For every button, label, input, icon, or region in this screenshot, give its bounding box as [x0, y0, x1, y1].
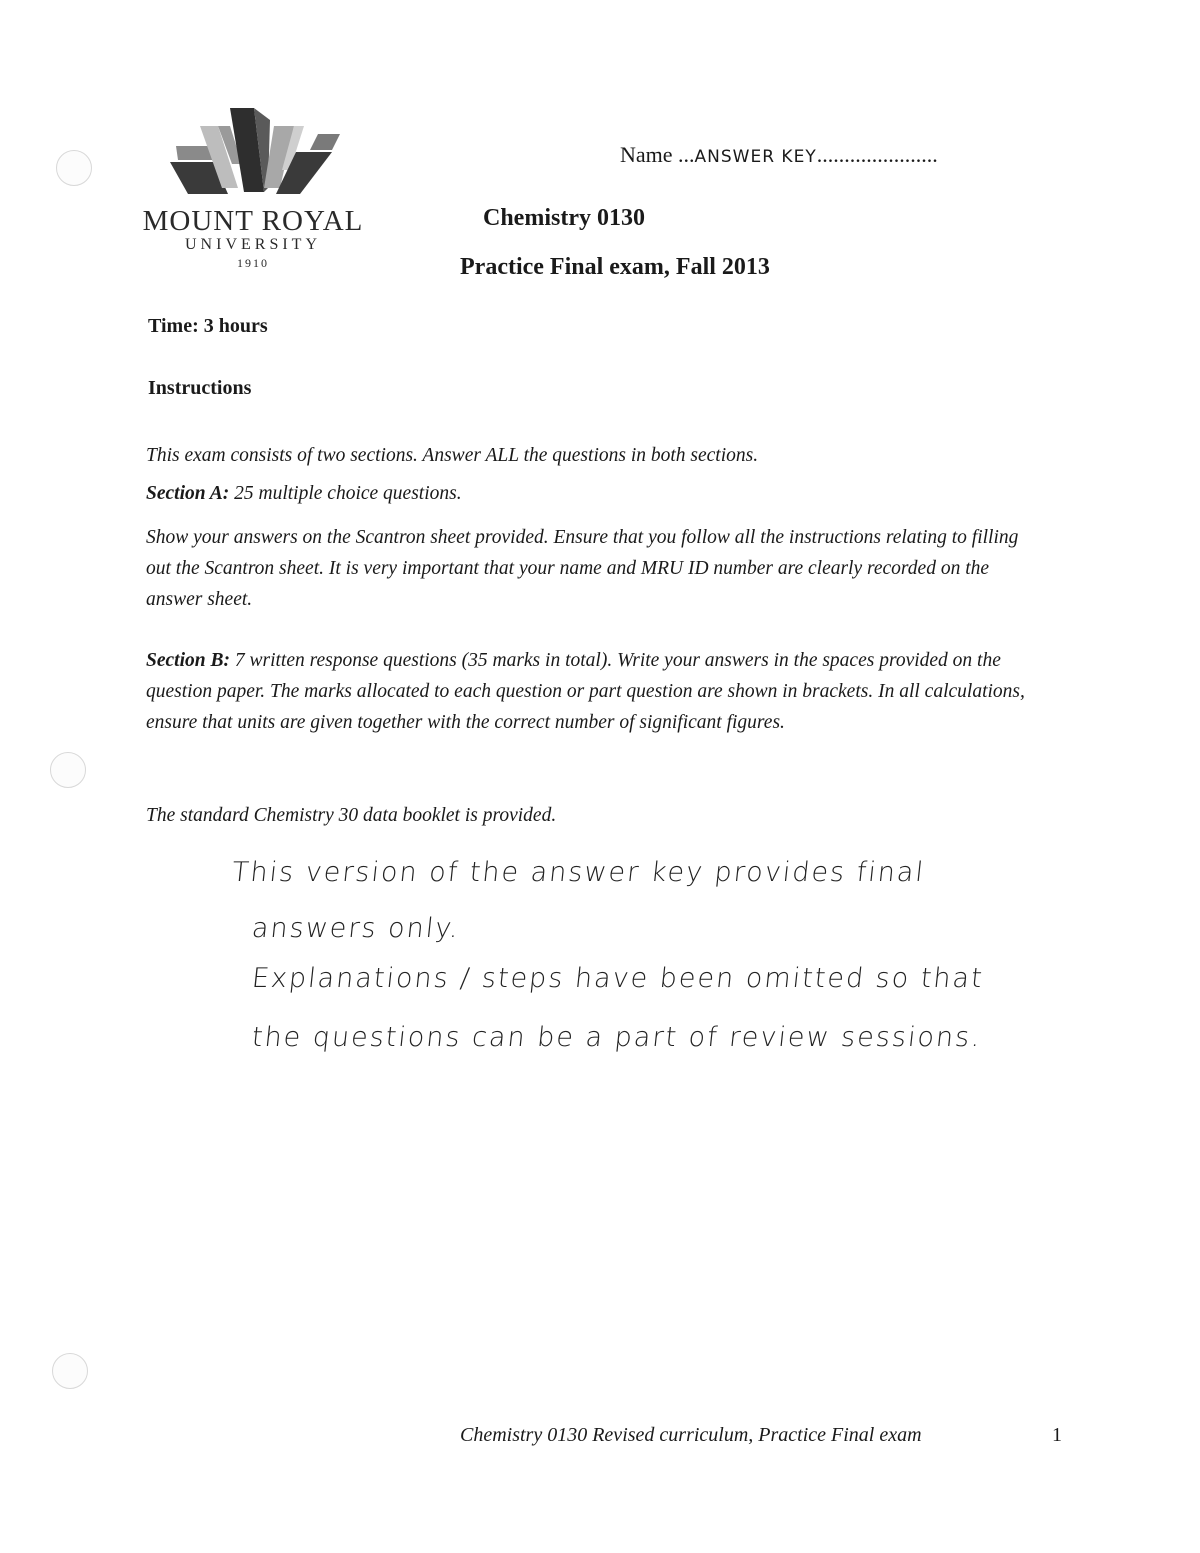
name-dots-lead: ...: [678, 142, 695, 167]
name-value: ANSWER KEY: [694, 147, 817, 167]
handwritten-note-line-1: This version of the answer key provides final: [230, 857, 927, 888]
logo-wordmark: MOUNT ROYAL: [142, 205, 364, 237]
university-logo: [118, 100, 388, 271]
instructions-heading: Instructions: [148, 377, 252, 399]
logo-year: 1910: [237, 256, 269, 270]
section-b-text: 7 written response questions (35 marks in total). Write your answers in the spaces provided on the question paper. The marks allocated to each question or part question are shown in brackets. In all calculations, ensure that units are given together with the correct number of significant figures.: [146, 650, 1025, 733]
page-footer: Chemistry 0130 Revised curriculum, Practice Final exam: [460, 1424, 922, 1446]
data-booklet-note: The standard Chemistry 30 data booklet is provided.: [146, 805, 557, 826]
name-label: Name: [620, 142, 673, 167]
scantron-instructions: Show your answers on the Scantron sheet provided. Ensure that you follow all the instructions relating to filling out the Scantron sheet. It is very important that your name and MRU ID number are clearly recorded on the answer sheet.: [146, 527, 1019, 610]
punch-hole-middle: [50, 752, 86, 788]
section-a-text: 25 multiple choice questions.: [234, 483, 462, 504]
name-dots-trail: ......................: [816, 142, 938, 167]
handwritten-note-line-4: the questions can be a part of review sessions.: [250, 1022, 984, 1053]
punch-hole-bottom: [52, 1353, 88, 1389]
logo-mark-icon: [118, 100, 388, 200]
section-a-label: Section A:: [146, 483, 230, 504]
course-title: Chemistry 0130: [483, 205, 645, 231]
section-b-label: Section B:: [146, 650, 230, 671]
logo-subtitle: UNIVERSITY: [185, 236, 321, 253]
name-field: [620, 142, 938, 168]
page-number: 1: [1052, 1424, 1062, 1446]
handwritten-note-line-3: Explanations / steps have been omitted so that: [250, 963, 986, 994]
section-a: [146, 478, 1046, 509]
time-allowed: Time: 3 hours: [148, 315, 268, 337]
handwritten-note-line-2: answers only.: [250, 913, 462, 944]
punch-hole-top: [56, 150, 92, 186]
section-b: [146, 645, 1036, 738]
exam-intro: This exam consists of two sections. Answer ALL the questions in both sections.: [146, 445, 759, 466]
exam-title: Practice Final exam, Fall 2013: [460, 254, 770, 280]
